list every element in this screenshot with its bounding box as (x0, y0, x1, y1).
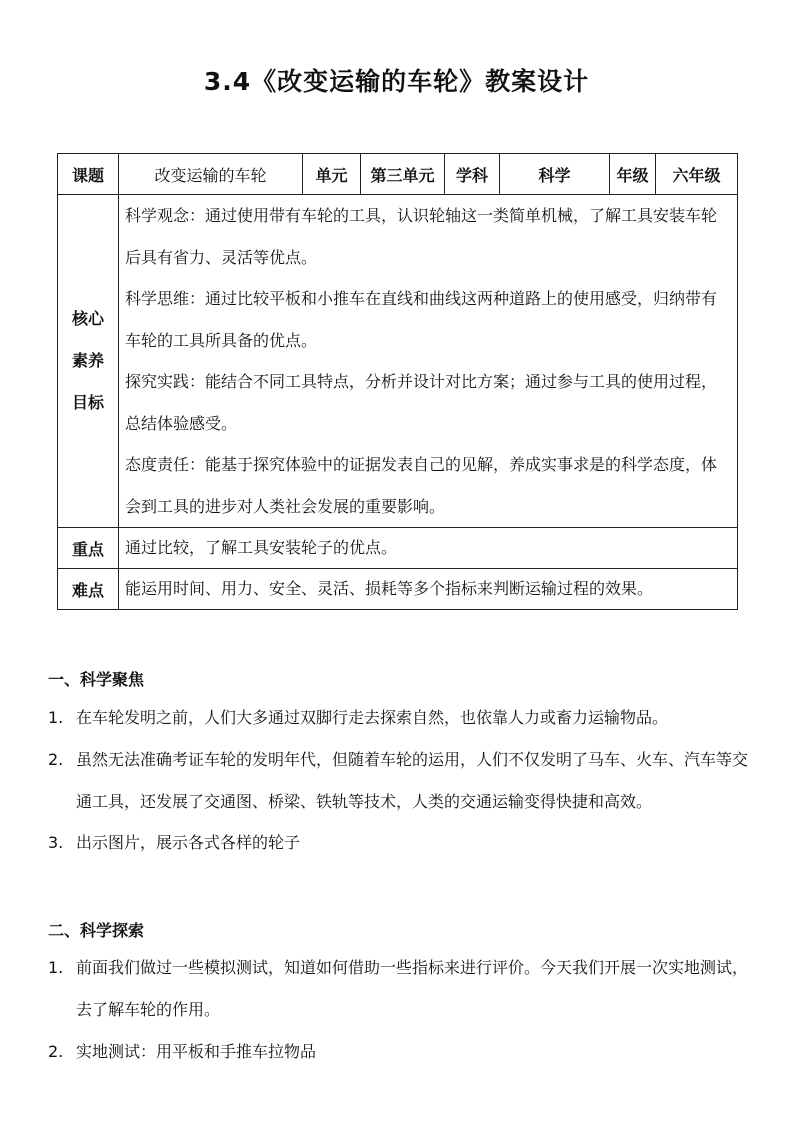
table-row-difficulty (58, 569, 738, 610)
list-item (48, 697, 748, 739)
list-item (48, 1031, 748, 1073)
table-row-core-goals (58, 195, 738, 528)
list-number: 2. (48, 1042, 64, 1061)
list-number: 1. (48, 958, 64, 977)
table-row-header (58, 154, 738, 195)
unit-value: 第三单元 (361, 154, 445, 195)
goal-inquiry-practice: 探究实践：能结合不同工具特点，分析并设计对比方案；通过参与工具的使用过程，总结体验感受。 (125, 372, 718, 433)
list-text: 虽然无法准确考证车轮的发明年代，但随着车轮的运用，人们不仅发明了马车、火车、汽车等交通工具，还发展了交通图、桥梁、铁轨等技术，人类的交通运输变得快捷和高效。 (76, 750, 749, 811)
core-goals-content (119, 195, 738, 528)
topic-value: 改变运输的车轮 (119, 154, 303, 195)
goal-attitude-responsibility: 态度责任：能基于探究体验中的证据发表自己的见解，养成实事求是的科学态度，体会到工具的进步对人类社会发展的重要影响。 (125, 455, 718, 516)
core-label-line-2: 素养 (71, 351, 104, 370)
subject-value: 科学 (500, 154, 610, 195)
subject-label: 学科 (445, 154, 500, 195)
section-heading-focus: 一、科学聚焦 (48, 670, 145, 689)
key-point-text: 通过比较，了解工具安装轮子的优点。 (119, 528, 738, 569)
unit-label: 单元 (303, 154, 361, 195)
goal-science-thinking: 科学思维：通过比较平板和小推车在直线和曲线这两种道路上的使用感受，归纳带有车轮的工具所具备的优点。 (125, 289, 718, 350)
list-number: 3. (48, 833, 64, 852)
list-number: 1. (48, 708, 64, 727)
list-item (48, 739, 748, 823)
core-goals-label (58, 195, 119, 528)
topic-label: 课题 (58, 154, 119, 195)
table-row-key-point (58, 528, 738, 569)
core-label-line-1: 核心 (71, 309, 104, 328)
lesson-info-table (57, 153, 738, 610)
difficulty-label: 难点 (58, 569, 119, 610)
list-item (48, 822, 748, 864)
core-label-line-3: 目标 (71, 393, 104, 412)
document-title: 3.4《改变运输的车轮》教案设计 (203, 67, 590, 96)
list-text: 实地测试：用平板和手推车拉物品 (76, 1042, 317, 1061)
list-text: 前面我们做过一些模拟测试，知道如何借助一些指标来进行评价。今天我们开展一次实地测试，去了解车轮的作用。 (76, 958, 749, 1019)
list-text: 在车轮发明之前，人们大多通过双脚行走去探索自然，也依靠人力或畜力运输物品。 (76, 708, 669, 727)
grade-label: 年级 (610, 154, 656, 195)
key-point-label: 重点 (58, 528, 119, 569)
goal-science-concept: 科学观念：通过使用带有车轮的工具，认识轮轴这一类简单机械，了解工具安装车轮后具有省力、灵活等优点。 (125, 206, 718, 267)
section-heading-explore: 二、科学探索 (48, 921, 145, 940)
list-number: 2. (48, 750, 64, 769)
list-item (48, 947, 748, 1031)
grade-value: 六年级 (656, 154, 738, 195)
list-text: 出示图片，展示各式各样的轮子 (76, 833, 301, 852)
difficulty-text: 能运用时间、用力、安全、灵活、损耗等多个指标来判断运输过程的效果。 (119, 569, 738, 610)
